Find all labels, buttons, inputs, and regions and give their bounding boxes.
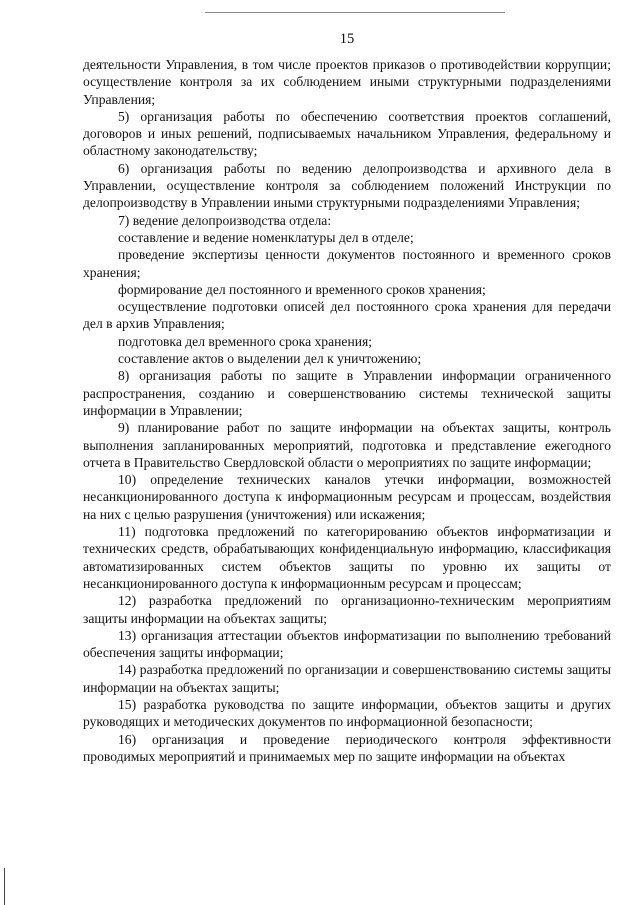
paragraph: деятельности Управления, в том числе проектов приказов о противодействии коррупции; осуществление контроля за их соблюдением иными структурными подразделениями Управления;: [83, 57, 611, 107]
top-rule: [205, 12, 505, 13]
paragraph: проведение экспертизы ценности документов постоянного и временного сроков хранения;: [83, 247, 611, 280]
paragraph: 14) разработка предложений по организации и совершенствованию системы защиты информации на объектах защиты;: [83, 662, 611, 695]
paragraph: 8) организация работы по защите в Управлении информации ограниченного распространения, созданию и совершенствованию системы технической защиты информации в Управлении;: [83, 368, 611, 418]
margin-rule: [4, 868, 5, 905]
paragraph: 15) разработка руководства по защите информации, объектов защиты и других руководящих и методических документов по информационной безопасности;: [83, 696, 611, 730]
paragraph: 16) организация и проведение периодического контроля эффективности проводимых мероприятий и принимаемых мер по защите информации на объектах: [83, 731, 611, 764]
paragraph: составление и ведение номенклатуры дел в отделе;: [118, 229, 414, 245]
document-body: [83, 56, 611, 765]
document-page: [83, 30, 611, 765]
paragraph: составление актов о выделении дел к уничтожению;: [118, 351, 422, 367]
paragraph: 5) организация работы по обеспечению соответствия проектов соглашений, договоров и иных решений, подписываемых начальником Управления, федеральному и областному законодательству;: [83, 108, 611, 159]
paragraph: 10) определение технических каналов утечки информации, возможностей несанкционированного доступа к информационным ресурсам и процессам, воздействия на них с целью разрушения (уничтожения) или искажения;: [83, 472, 611, 522]
paragraph: формирование дел постоянного и временного сроков хранения;: [118, 281, 486, 297]
paragraph: 11) подготовка предложений по категорированию объектов информатизации и технических средств, обрабатывающих конфиденциальную информацию, классификация автоматизированных систем объектов защиты по уровню их защиты от несанкционированного доступа к информационным ресурсам и процессам;: [83, 524, 611, 591]
paragraph: подготовка дел временного срока хранения;: [118, 333, 373, 349]
page-number: 15: [339, 31, 355, 47]
paragraph: 6) организация работы по ведению делопроизводства и архивного дела в Управлении, осуществление контроля за соблюдением положений Инструкции по делопроизводству в Управлении иными структурными подразделениями Управления;: [83, 160, 611, 211]
paragraph: 9) планирование работ по защите информации на объектах защиты, контроль выполнения запланированных мероприятий, подготовка и представление ежегодного отчета в Правительство Свердловской области о мероприятиях по защите информации;: [83, 420, 611, 470]
paragraph: 13) организация аттестации объектов информатизации по выполнению требований обеспечения защиты информации;: [83, 627, 611, 661]
paragraph: 7) ведение делопроизводства отдела:: [118, 212, 332, 228]
paragraph: осуществление подготовки описей дел постоянного срока хранения для передачи дел в архив Управления;: [83, 299, 611, 332]
paragraph: 12) разработка предложений по организационно-техническим мероприятиям защиты информации на объектах защиты;: [83, 593, 611, 626]
